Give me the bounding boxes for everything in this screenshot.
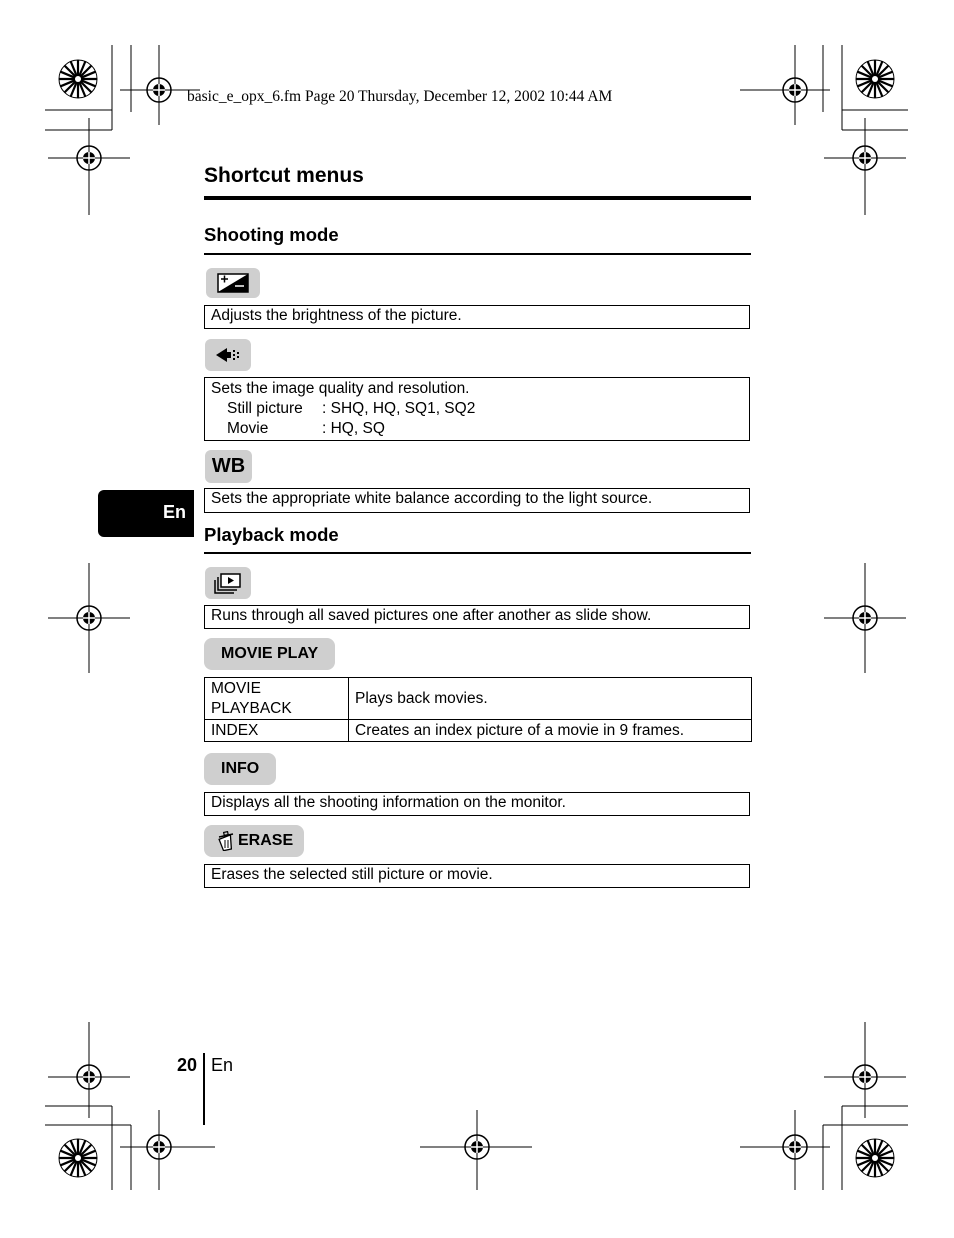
footer-rule xyxy=(203,1053,205,1125)
slideshow-icon xyxy=(214,572,242,594)
table-row xyxy=(205,720,752,742)
playback-mode-rule xyxy=(204,552,751,554)
index-name: INDEX xyxy=(205,720,349,742)
info-key-label: INFO xyxy=(221,760,260,777)
white-balance-desc: Sets the appropriate white balance according to the light source. xyxy=(211,490,653,507)
exposure-desc-box xyxy=(204,305,750,329)
movie-row xyxy=(205,419,749,439)
movie-label: Movie xyxy=(227,420,269,437)
movie-values: : HQ, SQ xyxy=(322,420,385,437)
info-desc-box xyxy=(204,792,750,816)
exposure-compensation-key xyxy=(206,268,260,298)
playback-mode-heading: Playback mode xyxy=(204,524,339,545)
page-title: Shortcut menus xyxy=(204,164,364,187)
erase-key-label: ERASE xyxy=(238,832,294,849)
language-tab-label: En xyxy=(162,502,186,522)
info-key xyxy=(204,753,276,785)
erase-key xyxy=(204,825,304,857)
index-desc: Creates an index picture of a movie in 9 frames. xyxy=(349,720,752,742)
movie-playback-desc: Plays back movies. xyxy=(349,678,752,720)
info-desc: Displays all the shooting information on the monitor. xyxy=(211,794,566,811)
page-number: 20 xyxy=(177,1055,198,1075)
exposure-desc: Adjusts the brightness of the picture. xyxy=(211,307,462,324)
movie-play-key xyxy=(204,638,335,670)
still-picture-label: Still picture xyxy=(227,400,303,417)
shooting-mode-heading: Shooting mode xyxy=(204,224,339,245)
image-quality-icon xyxy=(214,345,242,365)
language-tab xyxy=(98,490,194,537)
trash-icon xyxy=(216,831,236,851)
erase-desc-box xyxy=(204,864,750,888)
movie-playback-name-line1: MOVIE xyxy=(211,679,261,697)
image-quality-desc-box xyxy=(204,377,750,441)
still-picture-values: : SHQ, HQ, SQ1, SQ2 xyxy=(322,400,476,417)
movie-play-key-label: MOVIE PLAY xyxy=(221,645,319,662)
slideshow-desc: Runs through all saved pictures one after another as slide show. xyxy=(211,607,652,624)
image-quality-key xyxy=(205,339,251,371)
title-rule xyxy=(204,196,751,200)
movie-playback-name xyxy=(205,678,349,720)
shooting-mode-rule xyxy=(204,253,751,255)
movie-playback-name-line2: PLAYBACK xyxy=(211,699,292,717)
footer-language: En xyxy=(211,1055,234,1075)
slideshow-desc-box xyxy=(204,605,750,629)
table-row xyxy=(205,678,752,720)
slideshow-key xyxy=(205,567,251,599)
image-quality-desc: Sets the image quality and resolution. xyxy=(211,380,470,397)
movie-play-table xyxy=(204,677,752,742)
white-balance-desc-box xyxy=(204,488,750,513)
white-balance-key xyxy=(205,450,252,483)
white-balance-key-label: WB xyxy=(211,455,246,477)
exposure-compensation-icon xyxy=(217,273,249,293)
erase-desc: Erases the selected still picture or movie. xyxy=(211,866,493,883)
file-header: basic_e_opx_6.fm Page 20 Thursday, December 12, 2002 10:44 AM xyxy=(187,88,613,105)
still-picture-row xyxy=(205,399,749,419)
